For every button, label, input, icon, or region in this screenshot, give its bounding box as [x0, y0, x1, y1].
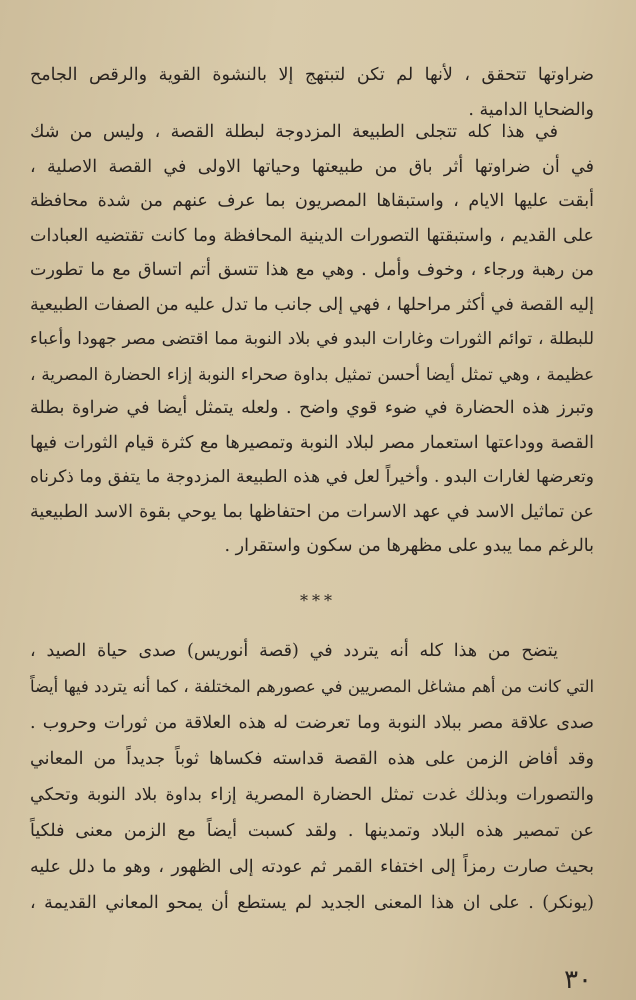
text-line: في هذا كله تتجلى الطبيعة المزدوجة لبطلة القصة ، وليس من شك: [30, 122, 558, 142]
text-line: بحيث صارت رمزاً إلى اختفاء القمر ثم عودته إلى الظهور ، وهو ما دلل عليه: [30, 857, 594, 877]
text-line: وتعرضها لغارات البدو . وأخيراً لعل في هذه الطبيعة المزدوجة ما يتفق وما ذكرناه: [30, 467, 594, 487]
text-line: من رهبة ورجاء ، وخوف وأمل . وهي مع هذا تتسق أتم اتساق مع ما تطورت: [30, 260, 594, 280]
text-line: وتبرز هذه الحضارة في ضوء قوي واضح . ولعله يتمثل أيضا في ضراوة بطلة: [30, 398, 594, 418]
text-line: على القديم ، واستبقتها التصورات الدينية المحافظة وما كانت تقتضيه العبادات: [30, 225, 594, 246]
text-line: ضراوتها تتحقق ، لأنها لم تكن لتبتهج إلا بالنشوة القوية والرقص الجامح: [30, 65, 594, 85]
text-line: بالرغم مما يبدو على مظهرها من سكون واستقرار .: [224, 536, 594, 556]
text-line: عن تمصير هذه البلاد وتمدينها . ولقد كسبت أيضاً مع الزمن معنى فلكياً: [30, 821, 594, 841]
text-line: عظيمة ، وهي تمثل أيضا أحسن تمثيل بداوة صحراء النوبة إزاء الحضارة المصرية ،: [30, 363, 594, 384]
text-line: وقد أفاض الزمن على هذه القصة قداسته فكساها ثوباً جديداً من المعاني: [30, 749, 594, 769]
page-number: ٣٠: [564, 965, 592, 995]
text-line: (يونكر) . على ان هذا المعنى الجديد لم يستطع أن يمحو المعاني القديمة ،: [30, 893, 594, 913]
paragraph-middle: [30, 115, 594, 564]
text-line: صدى علاقة مصر ببلاد النوبة وما تعرضت له هذه العلاقة من ثورات وحروب .: [30, 713, 594, 733]
section-separator: ***: [300, 591, 336, 610]
text-line: والتصورات وبذلك غدت تمثل الحضارة المصرية إزاء بداوة بلاد النوبة وتحكي: [30, 785, 594, 805]
text-line: التي كانت من أهم مشاغل المصريين في عصورهم المختلفة ، كما أنه يتردد فيها أيضاً: [30, 677, 594, 696]
text-line: للبطلة ، توائم الثورات وغارات البدو في بلاد النوبة مما اقتضى مصر جهودا وأعباء: [30, 329, 594, 349]
text-line: أبقت عليها الايام ، واستبقاها المصريون بما عرف عنهم من شدة محافظة: [30, 191, 594, 211]
text-line: والضحايا الدامية .: [468, 99, 594, 120]
text-line: القصة ووداعتها استعمار مصر لبلاد النوبة وتمصيرها مع كثرة قيام الثورات فيها: [30, 432, 594, 453]
paragraph-bottom: [30, 633, 594, 921]
text-line: عن تماثيل الاسد في عهد الاسرات من احتفاظها بما يوحي بقوة الاسد الطبيعية: [30, 501, 594, 522]
text-line: إليه القصة في أكثر مراحلها ، فهي إلى جانب ما تدل عليه من الصفات الطبيعية: [30, 294, 594, 315]
text-line: في أن ضراوتها أثر باق من طبيعتها وحياتها الاولى في القصة الاصلية ،: [30, 156, 594, 177]
text-line: يتضح من هذا كله أنه يتردد في (قصة أنوريس) صدى حياة الصيد ،: [30, 641, 558, 661]
